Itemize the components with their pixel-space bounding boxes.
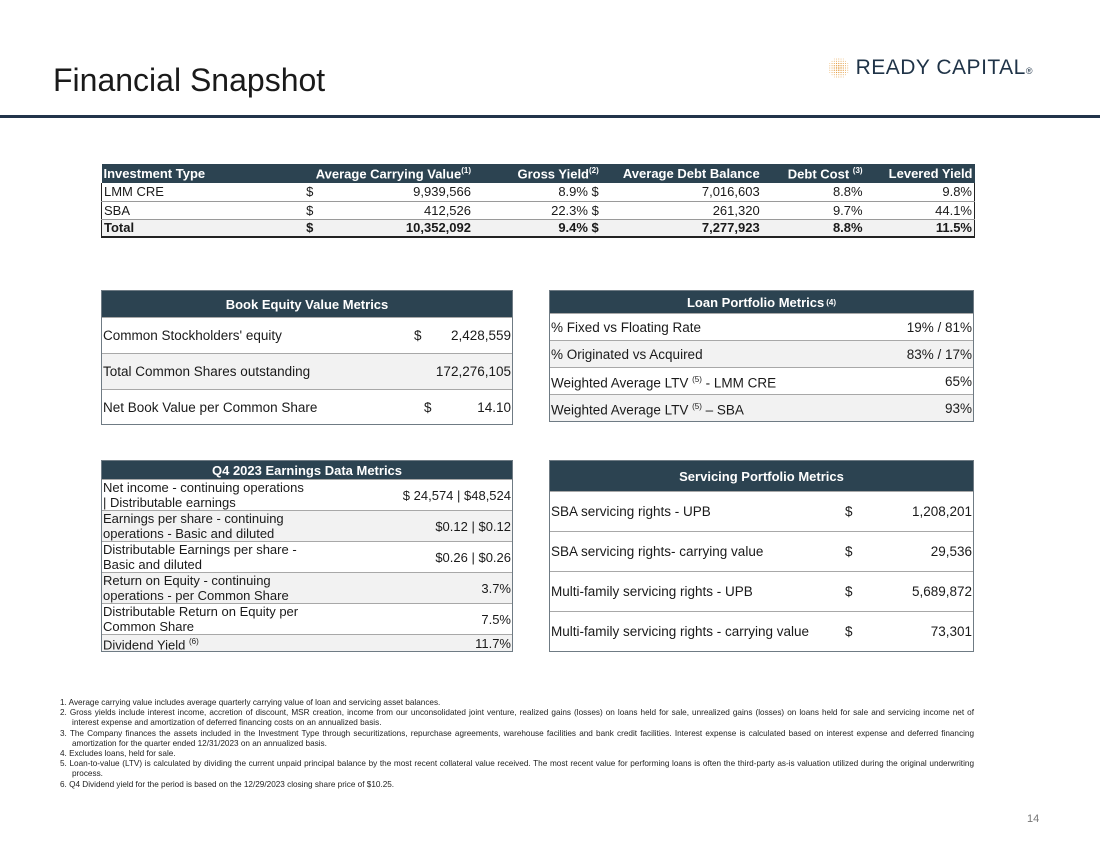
currency-symbol: $ <box>845 624 853 639</box>
list-item <box>550 367 973 394</box>
metric-value: 73,301 <box>930 624 972 639</box>
logo-wordmark <box>856 56 1033 80</box>
cell-avg-carrying: $ 10,352,092 <box>301 219 473 237</box>
metric-label: Earnings per share - continuing operations - Basic and diluted <box>103 511 284 541</box>
currency-symbol: $ <box>845 544 853 559</box>
currency-symbol: $ <box>414 328 422 343</box>
col-gross-yield: Gross Yield$^{(2)}$ <box>473 164 601 183</box>
cell-gross-yield: 22.3% $ <box>473 201 601 219</box>
metric-label: % Fixed vs Floating Rate <box>551 319 702 335</box>
metric-value: 1,208,201 <box>911 504 972 519</box>
cell-avg-carrying: $ 412,526 <box>301 201 473 219</box>
metric-label: Multi-family servicing rights - UPB <box>551 584 753 599</box>
col-average-debt-balance: Average Debt Balance <box>601 164 762 183</box>
metric-label: Return on Equity - continuing operations - per Common Share <box>103 573 289 603</box>
currency-symbol: $ <box>845 584 853 599</box>
page-title: Financial Snapshot <box>53 62 326 98</box>
table-row-total <box>102 219 975 237</box>
metric-value: 83% / 17% <box>906 346 972 362</box>
panel-title: Loan Portfolio Metrics (4) <box>550 291 973 313</box>
list-item <box>102 603 512 634</box>
currency-symbol: $ <box>845 504 853 519</box>
metric-label: SBA servicing rights- carrying value <box>551 544 764 559</box>
cell-type: SBA <box>102 201 302 219</box>
col-levered-yield: Levered Yield <box>865 164 975 183</box>
footnote: 6. Q4 Dividend yield for the period is based on the 12/29/2023 closing share price of $10.25. <box>60 779 395 789</box>
list-item <box>550 313 973 340</box>
metric-value: 172,276,105 <box>435 364 511 379</box>
list-item <box>102 317 512 353</box>
cell-avg-debt: 261,320 <box>601 201 762 219</box>
metric-label: Multi-family servicing rights - carrying value <box>551 624 810 639</box>
cell-type: Total <box>102 219 302 237</box>
loan-portfolio-metrics-panel <box>549 290 974 422</box>
logo-text: READY CAPITAL <box>855 56 1026 79</box>
cell-levered-yield: 11.5% <box>865 219 975 237</box>
metric-value: 19% / 81% <box>906 319 972 335</box>
list-item <box>102 479 512 510</box>
metric-label: Total Common Shares outstanding <box>103 364 311 379</box>
metric-value: $0.12 | $0.12 <box>435 518 511 534</box>
footnote: 4. Excludes loans, held for sale. <box>60 749 176 759</box>
cell-avg-debt: 7,277,923 <box>601 219 762 237</box>
cell-levered-yield: 44.1% <box>865 201 975 219</box>
metric-value: 5,689,872 <box>911 584 972 599</box>
metric-value: 93% <box>944 400 972 416</box>
list-item <box>550 531 973 571</box>
book-equity-value-metrics-panel <box>101 290 513 425</box>
investment-type-table <box>101 164 975 238</box>
list-item <box>102 634 512 651</box>
metric-label: Common Stockholders' equity <box>103 328 282 343</box>
metric-value: 3.7% <box>481 580 511 596</box>
footnote: 5. Loan-to-value (LTV) is calculated by dividing the current unpaid principal balance by the most recent collateral value received. The most recent value for performing loans is often the third-party as-is valuation utilized during the original underwriting process. <box>60 759 974 779</box>
cell-type: LMM CRE <box>102 183 302 201</box>
list-item <box>550 571 973 611</box>
cell-debt-cost: 9.7% <box>762 201 865 219</box>
investment-table-header <box>102 164 975 183</box>
col-debt-cost: Debt Cost $^{(3)}$ <box>762 164 865 183</box>
dot-grid-logo-icon <box>828 44 850 92</box>
metric-label: Net income - continuing operations | Distributable earnings <box>103 480 304 510</box>
metric-value: 2,428,559 <box>450 328 511 343</box>
servicing-portfolio-metrics-panel <box>549 460 974 652</box>
table-row <box>102 201 975 219</box>
page-number: 14 <box>1027 813 1040 825</box>
currency-symbol: $ <box>424 400 432 415</box>
metric-value: 7.5% <box>481 611 511 627</box>
list-item <box>102 389 512 425</box>
footnote: 2. Gross yields include interest income, accretion of discount, MSR creation, income from our unconsolidated joint venture, realized gains (losses) on loans held for sale, unrealized gains (losses) on loans held for sale and servicing income net of interest expense and amortization of deferred financing costs on an annualized basis. <box>60 708 974 728</box>
registered-mark: ® <box>1025 66 1033 76</box>
metric-label: % Originated vs Acquired <box>551 346 703 362</box>
cell-avg-debt: 7,016,603 <box>601 183 762 201</box>
list-item <box>550 340 973 367</box>
list-item <box>550 491 973 531</box>
metric-value: $ 24,574 | $48,524 <box>402 487 511 503</box>
list-item <box>550 611 973 651</box>
list-item <box>102 572 512 603</box>
panel-title: Book Equity Value Metrics <box>102 291 512 317</box>
metric-value: 65% <box>944 373 972 389</box>
footnote: 1. Average carrying value includes average quarterly carrying value of loan and servicing asset balances. <box>60 698 441 707</box>
metric-value: 14.10 <box>477 400 511 415</box>
metric-label: Distributable Return on Equity per Common Share <box>103 604 299 634</box>
list-item <box>550 394 973 421</box>
ready-capital-logo <box>828 44 1033 92</box>
metric-label: Weighted Average LTV $^{(5)}$ – SBA <box>551 401 744 418</box>
cell-gross-yield: 9.4% $ <box>473 219 601 237</box>
footnote: 3. The Company finances the assets included in the Investment Type through securitizations, repurchase agreements, warehouse facilities and bank credit facilities. Interest expense is calculated based on interest expense and deferred financing amortization for the quarter ended 12/31/2023 on an annualized basis. <box>60 728 974 748</box>
col-investment-type: Investment Type <box>102 164 302 183</box>
q4-earnings-metrics-panel <box>101 460 513 652</box>
cell-levered-yield: 9.8% <box>865 183 975 201</box>
cell-avg-carrying: $ 9,939,566 <box>301 183 473 201</box>
col-average-carrying-value: Average Carrying Value$^{(1)}$ <box>301 164 473 183</box>
metric-label: SBA servicing rights - UPB <box>551 504 711 519</box>
footnotes <box>60 698 974 790</box>
panel-title: Q4 2023 Earnings Data Metrics <box>102 461 512 479</box>
metric-value: 11.7% <box>475 635 511 651</box>
cell-debt-cost: 8.8% <box>762 183 865 201</box>
metric-label: Distributable Earnings per share - Basic and diluted <box>103 542 297 572</box>
metric-value: $0.26 | $0.26 <box>435 549 511 565</box>
list-item <box>102 510 512 541</box>
metric-label: Net Book Value per Common Share <box>103 400 318 415</box>
header-rule <box>0 115 1100 118</box>
cell-debt-cost: 8.8% <box>762 219 865 237</box>
list-item <box>102 541 512 572</box>
table-row <box>102 183 975 201</box>
panel-title: Servicing Portfolio Metrics <box>550 461 973 491</box>
list-item <box>102 353 512 389</box>
cell-gross-yield: 8.9% $ <box>473 183 601 201</box>
metric-value: 29,536 <box>930 544 972 559</box>
metric-label: Weighted Average LTV $^{(5)}$ - LMM CRE <box>551 374 777 391</box>
metric-label: Dividend Yield $^{(6)}$ <box>103 636 199 653</box>
